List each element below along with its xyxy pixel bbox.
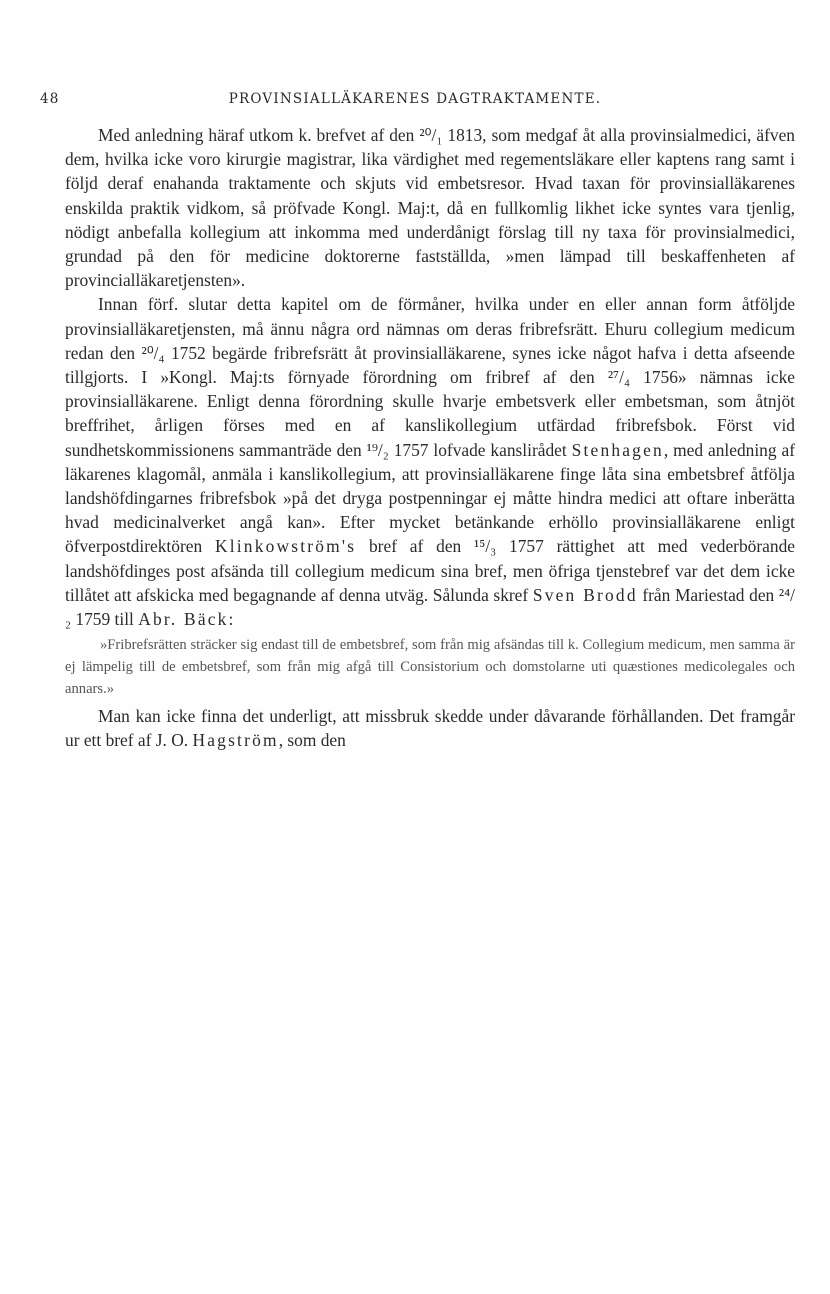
paragraph-2-part-c: bref af den ¹⁵/₃ 1757 rättighet att med vederbörande landshöfdinges post afsända till collegium medicum sina bref, men öfriga tjenstebref var det dem icke tillåtet att afskicka med begagnande af denna utväg. Sålunda skref	[65, 536, 795, 605]
paragraph-3	[65, 704, 795, 752]
paragraph-2-part-a: Innan förf. slutar detta kapitel om de förmåner, hvilka under en eller annan form åtföljde provinsialläkaretjensten, må ännu några ord nämnas om deras fribrefsrätt. Ehuru collegium medicum redan den ²⁰/₄ 1752 begärde fribrefsrätt åt provinsialläkarene, synes icke något hafva i detta afseende tillgjorts. I »Kongl. Maj:ts förnyade förordning om fribref af den ²⁷/₄ 1756» nämnas icke provinsialläkarene. Enligt denna förordning skulle hvarje embetsverk eller embetsman, som åtnjöt breffrihet, årligen förses med en af kanslikollegium utfärdad fribrefsbok. Först vid sundhetskommissionens sammanträde den ¹⁹/₂ 1757 lofvade kanslirådet	[65, 294, 795, 460]
person-name-stenhagen: Stenhagen	[571, 439, 664, 460]
body-text	[65, 123, 795, 753]
running-title: PROVINSIALLÄKARENES DAGTRAKTAMENTE.	[228, 91, 602, 107]
page-header	[40, 91, 790, 111]
page-number: 48	[40, 91, 60, 107]
person-name-klinkowstrom: Klinkowström's	[214, 536, 357, 557]
paragraph-3-part-a: Man kan icke finna det underligt, att missbruk skedde under dåvarande förhållanden. Det framgår ur ett bref af J. O.	[65, 706, 795, 751]
person-name-hagstrom: Hagström	[192, 730, 279, 751]
person-name-back: Abr. Bäck:	[138, 609, 236, 630]
paragraph-1: Med anledning häraf utkom k. brefvet af den ²⁰/₁ 1813, som medgaf åt alla provinsialmedici, äfven dem, hvilka icke voro kirurgie magistrar, lika värdighet med regementsläkare eller kaptens rang samt i följd deraf enahanda traktamente och skjuts vid embetsresor. Hvad taxan för provinsialläkarenes enskilda praktik vidkom, så pröfvade Kongl. Maj:t, då en fullkomlig likhet icke syntes vara tjenlig, nödigt anbefalla kollegium att inkomma med underdånigt förslag till ny taxa för provinsialmedici, grundad på den för medicine doktorerne fastställda, »men lämpad till beskaffenheten af provincialläkaretjensten».	[65, 125, 795, 291]
paragraph-2	[65, 292, 795, 631]
paragraph-2-part-b: , med anledning af läkarenes klagomål, anmäla i kanslikollegium, att provinsialläkarene finge låta sina embetsbref åtfölja landshöfdingarnes fribrefsbok »på det dryga postpenningar ej måtte hindra medici att oftare inberätta hvad medicinalverket angå kan». Efter mycket betänkande erhöllo provinsialläkarene enligt öfverpostdirektören	[65, 439, 795, 557]
paragraph-2-part-d: från Mariestad den ²⁴/₂ 1759 till	[65, 584, 795, 630]
person-name-brodd: Sven Brodd	[532, 584, 638, 605]
paragraph-3-part-b: , som den	[278, 730, 346, 751]
block-quote: »Fribrefsrätten sträcker sig endast till de embetsbref, som från mig afsändas till k. Collegium medicum, men samma är ej lämpelig till de embetsbref, som från mig afgå till Consistorium och domstolarne uti quæstiones medicolegales och annars.»	[65, 637, 795, 698]
